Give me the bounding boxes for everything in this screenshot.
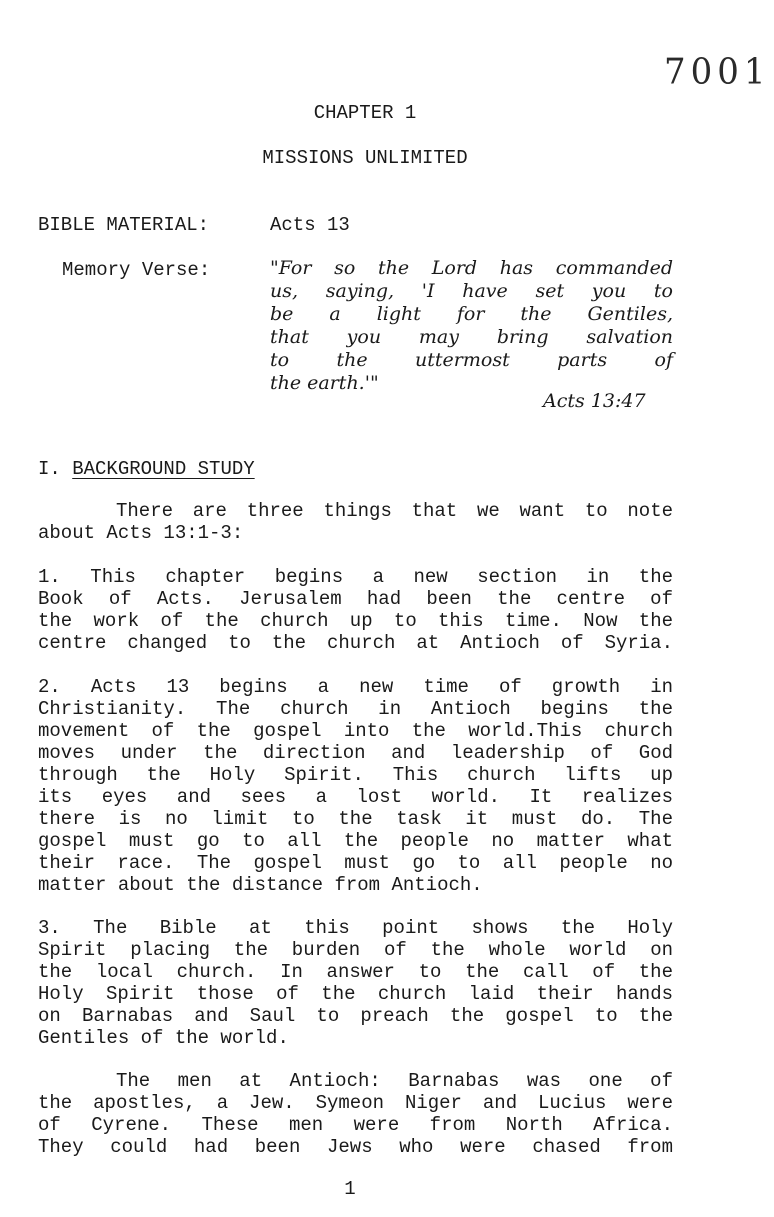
section-number: I. (38, 458, 61, 480)
paragraph-line: 1. This chapter begins a new section in the (38, 566, 673, 588)
bible-material-value: Acts 13 (270, 214, 350, 236)
paragraph-line: Christianity. The church in Antioch begins the (38, 698, 673, 720)
memory-verse-line: us, saying, 'I have set you to (270, 280, 673, 302)
memory-verse-line: be a light for the Gentiles, (270, 303, 673, 325)
paragraph-line: centre changed to the church at Antioch of Syria. (38, 632, 673, 654)
chapter-label: CHAPTER 1 (313, 102, 417, 124)
paragraph-line: matter about the distance from Antioch. (38, 874, 483, 896)
paragraph-line: Spirit placing the burden of the whole world on (38, 939, 673, 961)
memory-verse-reference: Acts 13:47 (543, 390, 646, 412)
paragraph-line: They could had been Jews who were chased from (38, 1136, 673, 1158)
document-stamp-number: 7001 (664, 51, 771, 93)
paragraph-line: the apostles, a Jew. Symeon Niger and Lucius were (38, 1092, 673, 1114)
memory-verse-line: "For so the Lord has commanded (270, 257, 673, 279)
paragraph-line: the local church. In answer to the call of the (38, 961, 673, 983)
page-number: 1 (344, 1178, 356, 1200)
paragraph-line: gospel must go to all the people no matter what (38, 830, 673, 852)
paragraph-line: 2. Acts 13 begins a new time of growth in (38, 676, 673, 698)
paragraph-line: through the Holy Spirit. This church lifts up (38, 764, 673, 786)
bible-material-label: BIBLE MATERIAL: (38, 214, 210, 236)
memory-verse-line: to the uttermost parts of (270, 349, 673, 371)
paragraph-line: its eyes and sees a lost world. It realizes (38, 786, 673, 808)
paragraph-line: The men at Antioch: Barnabas was one of (116, 1070, 673, 1092)
paragraph-line: of Cyrene. These men were from North Africa. (38, 1114, 673, 1136)
paragraph-line: 3. The Bible at this point shows the Holy (38, 917, 673, 939)
paragraph-line: there is no limit to the task it must do. The (38, 808, 673, 830)
paragraph-line: moves under the direction and leadership of God (38, 742, 673, 764)
section-title: BACKGROUND STUDY (72, 458, 255, 480)
paragraph-line: about Acts 13:1-3: (38, 522, 244, 544)
section-heading (38, 458, 255, 480)
paragraph-line: Gentiles of the world. (38, 1027, 289, 1049)
memory-verse-label: Memory Verse: (62, 259, 211, 281)
memory-verse-line: the earth.'" (270, 372, 379, 394)
chapter-title: MISSIONS UNLIMITED (262, 147, 468, 169)
paragraph-line: movement of the gospel into the world.This church (38, 720, 673, 742)
paragraph-line: on Barnabas and Saul to preach the gospel to the (38, 1005, 673, 1027)
paragraph-line: Book of Acts. Jerusalem had been the centre of (38, 588, 673, 610)
paragraph-line: There are three things that we want to note (116, 500, 673, 522)
memory-verse-line: that you may bring salvation (270, 326, 673, 348)
paragraph-line: their race. The gospel must go to all people no (38, 852, 673, 874)
paragraph-line: the work of the church up to this time. Now the (38, 610, 673, 632)
paragraph-line: Holy Spirit those of the church laid their hands (38, 983, 673, 1005)
